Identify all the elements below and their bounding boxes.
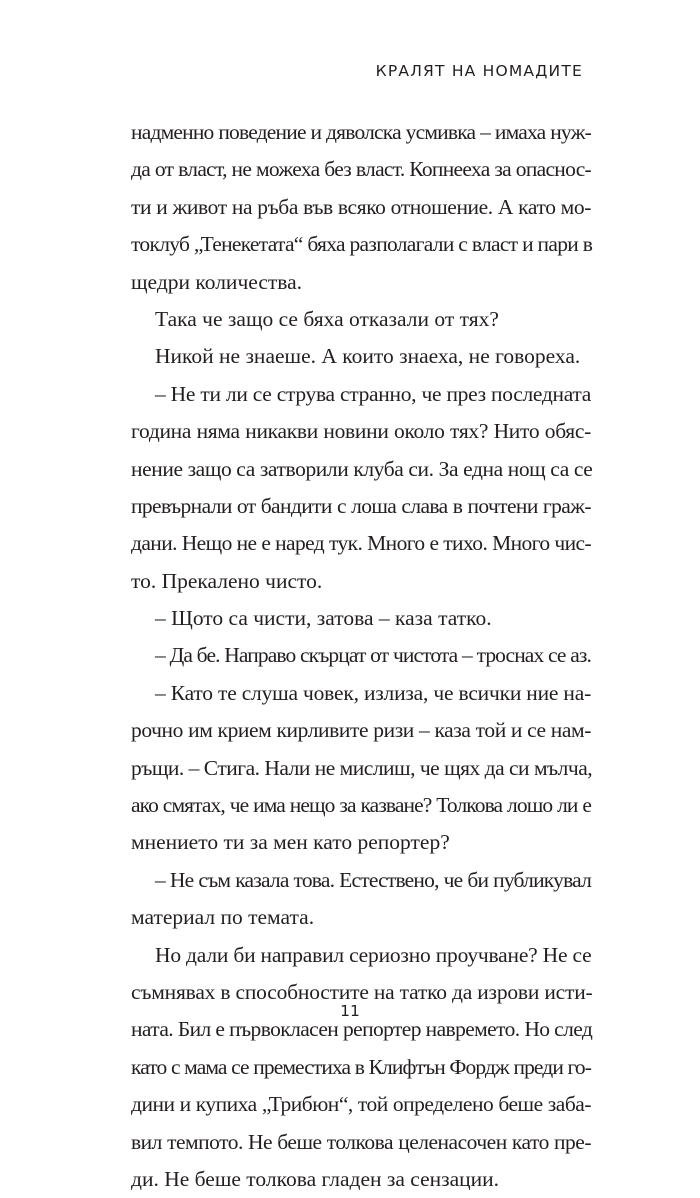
text-line: токлуб „Тенекетата“ бяха разполагали с власт и пари в (131, 232, 593, 257)
text-line: ди. Не беше толкова гладен за сензации. (131, 1166, 500, 1191)
running-head: КРАЛЯТ НА НОМАДИТЕ (375, 62, 583, 80)
text-line: – Като те слуша човек, излиза, че всички ние на- (155, 680, 592, 705)
text-line: ако смятах, че има нещо за казване? Толкова лошо ли е (131, 793, 591, 818)
text-line: година няма никакви новини около тях? Нито обяс- (131, 419, 591, 444)
text-line: щедри количества. (131, 269, 303, 294)
text-line: Но дали би направил сериозно проучване? Не се (155, 942, 592, 967)
text-line: съмнявах в способностите на татко да изрови исти- (131, 979, 593, 1004)
text-line: превърнали от бандити с лоша слава в почтени граж- (131, 493, 591, 518)
text-line: то. Прекалено чисто. (131, 568, 323, 593)
text-line: нение защо са затворили клуба си. За една нощ са се (131, 456, 593, 481)
text-line: – Да бе. Направо скърцат от чистота – троснах се аз. (155, 643, 591, 668)
page-number: 11 (340, 1002, 360, 1020)
text-line: – Не съм казала това. Естествено, че би публикувал (155, 867, 591, 892)
text-line: мнението ти за мен като репортер? (131, 830, 450, 855)
text-line: да от власт, не можеха без власт. Копнееха за опаснос- (131, 157, 591, 182)
text-line: рочно им крием кирливите ризи – каза той и се нам- (131, 718, 591, 743)
text-line: – Не ти ли се струва странно, че през последната (155, 381, 591, 406)
text-line: дини и купиха „Трибюн“, той определено беше заба- (131, 1092, 591, 1117)
text-line: ти и живот на ръба във всяко отношение. А като мо- (131, 194, 591, 219)
text-line: дани. Нещо не е наред тук. Много е тихо. Много чис- (131, 531, 591, 556)
text-line: като с мама се преместиха в Клифтън Фордж преди го- (131, 1054, 591, 1079)
text-line: ната. Бил е първокласен репортер навремето. Но след (131, 1017, 593, 1042)
text-line: вил темпото. Не беше толкова целенасочен като пре- (131, 1129, 591, 1154)
text-line: материал по темата. (131, 905, 315, 930)
text-line: надменно поведение и дяволска усмивка – имаха нуж- (131, 120, 591, 144)
text-line: Никой не знаеше. А които знаеха, не говореха. (155, 344, 581, 369)
text-line: Така че защо се бяха отказали от тях? (155, 306, 499, 331)
text-line: ръщи. – Стига. Нали не мислиш, че щях да си мълча, (131, 755, 593, 780)
body-text (131, 114, 591, 1198)
text-line: – Щото са чисти, затова – каза татко. (155, 606, 492, 631)
